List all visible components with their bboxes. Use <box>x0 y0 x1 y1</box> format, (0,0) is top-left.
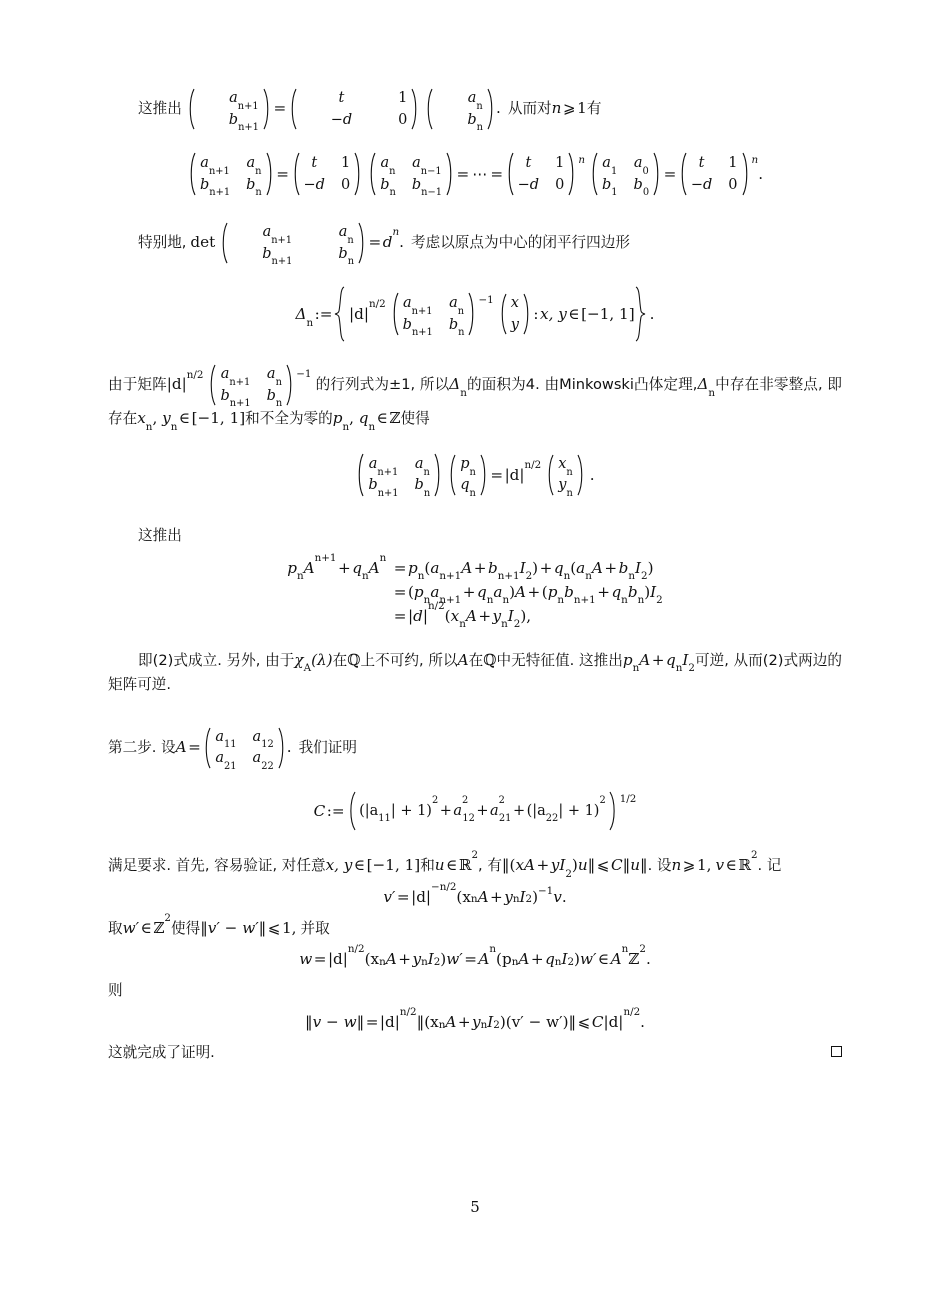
eqv-v: v <box>553 887 562 906</box>
p8-lead-text: 取 <box>108 919 123 937</box>
p3-p-n-sub: n <box>342 421 350 434</box>
p2-period: . <box>399 233 404 252</box>
p1-tail2-text: 有 <box>586 100 602 118</box>
p7-geq: ⩾ <box>682 855 696 874</box>
paragraph-determinant <box>108 222 842 268</box>
p7-interval: [−1, 1] <box>366 855 421 874</box>
p2-equals: = <box>368 233 382 252</box>
p2-tail-text: 考虑以原点为中心的闭平行四边形 <box>411 234 630 252</box>
matrix-A-entries: $a_{11}$ $a_{12}$ $a_{21}$ $a_{22}$ <box>202 727 286 769</box>
align-row3-rhs: $=|d|^{n/2}(x_nA+y_nI_2)$, <box>393 599 532 631</box>
left-paren <box>545 454 554 496</box>
matrix-det-argument: $a_{n+1}$ $a_n$ $b_{n+1}$ $b_n$ <box>219 222 367 264</box>
p3-delta-sub: n <box>460 387 467 400</box>
eqf-equals: = <box>365 1012 379 1031</box>
eqf-leq: ⩽ <box>577 1012 591 1031</box>
p3-integers-symbol: ℤ <box>389 409 401 428</box>
equation-final-bound: ‖v − w‖ = $|d|^{n/2}$ ‖(x $_n$ A + y $_n$ I $_2$ )(v′ − w′)‖ ⩽ C $|d|^{n/2}$ . <box>305 1006 645 1031</box>
eqC-a21-sub: 21 <box>498 813 512 825</box>
p5-lambda: (λ) <box>311 650 333 669</box>
eq2-equals-1: = <box>276 165 289 184</box>
eqC-a12-exp: 2 <box>462 795 469 807</box>
eqw-An2: A <box>610 950 622 969</box>
right-paren <box>480 454 489 496</box>
eqw-period: . <box>645 950 651 969</box>
p7-period-text: . 设 <box>647 856 672 874</box>
left-paren <box>447 454 456 496</box>
p5-rationals-symbol: ℚ <box>347 650 361 669</box>
eqC-term4: (|a <box>526 802 546 819</box>
right-paren <box>286 364 295 406</box>
p5-chi-sub: A <box>303 662 312 675</box>
eqw-w-prime-2: w′ <box>579 950 597 969</box>
left-paren <box>505 152 514 196</box>
p7-u: u <box>434 855 445 874</box>
eqv-I: I <box>519 887 526 906</box>
p10-lead-text: 这就完成了证明. <box>108 1043 215 1061</box>
eqw-w-prime: w′ <box>446 950 463 969</box>
paragraph-satisfies-requirement <box>108 849 842 880</box>
p3-abs-d-exponent: n/2 <box>186 368 204 381</box>
p3-q-n: q <box>358 409 369 428</box>
p3-abs-d: |d| <box>166 375 187 394</box>
eq2-exponent-n: n <box>578 154 585 167</box>
p3-delta2-sub: n <box>708 387 716 400</box>
left-paren <box>202 727 211 769</box>
eqf-A: A <box>445 1012 457 1031</box>
eqv-y: y <box>504 887 513 906</box>
left-paren <box>187 152 196 196</box>
left-paren <box>355 453 364 497</box>
eqv-v-prime: v′ <box>383 887 396 906</box>
matrix-A-n: $a_n$ $a_{n-1}$ $b_n$ $b_{n-1}$ <box>367 152 455 196</box>
eq2-equals-4: = <box>663 165 677 184</box>
eqv-A: A <box>477 887 489 906</box>
eqv-body-open: (x <box>456 887 471 906</box>
eqf-exponent: n/2 <box>399 1006 417 1019</box>
eqC-term1b: | + 1) <box>390 802 432 819</box>
abs-d-exponent: n/2 <box>368 298 386 311</box>
p7-in-3: ∈ <box>725 855 737 874</box>
p7-leq: ⩽ <box>596 855 610 874</box>
eqw-abs-d: |d| <box>327 950 348 969</box>
eqf-abs-d-2: |d| <box>603 1012 624 1031</box>
p7-n: n <box>671 855 682 874</box>
p3-q-n-sub: n <box>368 421 376 434</box>
p7-reals-symbol: ℝ <box>458 855 472 874</box>
p3-tail-text: 使得 <box>400 410 430 428</box>
eqf-y: y <box>472 1012 481 1031</box>
eq2-equals-3: = <box>490 165 504 184</box>
p6-tail-text: 我们证明 <box>298 738 357 756</box>
delta-subscript: n <box>306 317 314 330</box>
p2-lead-text: 特别地, <box>138 234 187 252</box>
p1-lead-text: 这推出 <box>138 100 182 118</box>
left-paren-big <box>346 791 356 831</box>
left-paren <box>186 88 195 130</box>
eqpq-period: . <box>589 465 595 484</box>
eqC-a21-exp: 2 <box>498 795 505 807</box>
eq2-period: . <box>758 165 764 184</box>
eqw-close-1: ) <box>440 950 447 969</box>
p3-in-2: ∈ <box>376 409 388 428</box>
equation-C-definition <box>108 791 842 831</box>
delta-interval: [−1, 1] <box>581 305 635 324</box>
p7-norm-expr: $‖(xA+yI_2)u‖$ <box>501 855 596 880</box>
page-number: 5 <box>470 1198 480 1216</box>
p3-in: ∈ <box>178 409 191 428</box>
eqf-abs-d: |d| <box>379 1012 400 1031</box>
p7-xy: x, y <box>325 855 353 874</box>
align-row1-lhs: $p_nA^{n+1}+q_nA^n$ <box>287 551 387 583</box>
eqw-I2: I <box>561 950 568 969</box>
equation-v-prime: v′ = $|d|^{-n/2}$ (x $_n$ A + y $_n$ I $_2$ ) $^{-1}$ v . <box>383 880 567 906</box>
align-row-3 <box>287 599 662 631</box>
eqC-term4-exp: 2 <box>599 795 606 807</box>
eqC-term1-sub: 11 <box>378 813 391 825</box>
p3-lead-text: 由于矩阵 <box>108 376 167 394</box>
eqC-plus-3: + <box>512 802 526 819</box>
right-paren <box>742 152 751 196</box>
p5-plus: + <box>651 650 665 669</box>
align-eq-3: = <box>393 606 407 625</box>
left-paren <box>390 292 399 336</box>
matrix-t-d: t 1 −d 0 <box>288 88 421 130</box>
eqw-grp2: (p <box>496 950 512 969</box>
eqpq-abs-d: |d| <box>504 465 525 484</box>
eqw-I: I <box>427 950 434 969</box>
right-paren <box>266 152 275 196</box>
equation-matrix-product-chain <box>108 152 842 200</box>
p3-mid2-text: 的面积为4. 由Minkowski凸体定理, <box>466 376 698 394</box>
equation-w-definition: w = $|d|^{n/2}$ (x $_n$ A + y $_n$ I $_2$ ) w′ = $A^n$ (p $_n$ A + q $_n$ I $_2$ ) w′ ∈ $A^nℤ^2$ . <box>299 943 651 969</box>
p1-geq: ⩾ <box>562 99 576 118</box>
eqpq-abs-d-exponent: n/2 <box>524 459 542 472</box>
matrix-A-1-0: $a_1$ $a_0$ $b_1$ $b_0$ <box>589 152 662 196</box>
left-paren <box>207 364 216 406</box>
right-paren <box>577 454 586 496</box>
eqf-plus: + <box>457 1012 471 1031</box>
p7-tail-text: . 记 <box>757 856 782 874</box>
p6-period: . <box>286 737 292 756</box>
p3-mid4-text: 和不全为零的 <box>245 410 333 428</box>
delta-symbol: Δ <box>295 305 307 324</box>
paragraph-this-implies <box>108 88 842 134</box>
left-paren <box>678 152 687 196</box>
align-row2-lhs <box>287 580 386 604</box>
eqf-I: I <box>487 1012 494 1031</box>
p5-rationals-symbol-2: ℚ <box>483 650 497 669</box>
p3-p-n: p <box>332 409 343 428</box>
matrix-inverse-exponent: −1 <box>478 294 494 307</box>
p5-I: I <box>682 650 689 669</box>
p5-q-n: q <box>665 650 676 669</box>
p7-one: 1, <box>696 855 712 874</box>
equation-matrix-pq <box>108 453 842 501</box>
right-paren <box>354 152 363 196</box>
p7-comma-text: , 有 <box>478 856 502 874</box>
p7-C-norm-u: C‖u‖ <box>610 855 648 874</box>
p7-in-2: ∈ <box>446 855 458 874</box>
p8-tail-text: 并取 <box>300 919 330 937</box>
matrix-t-d-power-n: t 1 −d 0 n <box>505 152 585 196</box>
vector-x-n-y-n: $x_n$ $y_n$ <box>545 454 586 496</box>
p8-in: ∈ <box>140 918 152 937</box>
eqw-integers-exponent: 2 <box>639 943 646 956</box>
eqv-plus: + <box>490 887 503 906</box>
p6-lead-text: 第二步. 设 <box>108 738 176 756</box>
eqw-equals-1: = <box>313 950 327 969</box>
p3-delta2: Δ <box>697 375 709 394</box>
eqv-equals: = <box>396 887 410 906</box>
vector-x-y: x y <box>498 293 532 335</box>
paragraph-then <box>108 978 842 1003</box>
p7-lead-text: 满足要求. 首先, 容易验证, 对任意 <box>108 856 326 874</box>
p5-tail-text: 可逆, 从而(2)式两边的矩阵可逆. <box>108 651 843 694</box>
eqv-period: . <box>561 887 567 906</box>
p2-rhs-exponent-n: n <box>392 226 400 239</box>
p3-interval: [−1, 1] <box>191 409 246 428</box>
p9-lead-text: 则 <box>108 982 123 1000</box>
p7-reals-exponent: 2 <box>471 849 479 862</box>
equation-delta-n-definition <box>108 286 842 342</box>
eqw-An2-exponent: n <box>621 943 629 956</box>
eqw-A2: A <box>518 950 530 969</box>
eqf-close: )(v′ − w′)‖ <box>499 1012 577 1031</box>
p5-q-n-sub: n <box>675 662 683 675</box>
p6-equals: = <box>188 737 201 756</box>
page-content <box>108 88 842 1062</box>
align-eq-2: = <box>393 582 407 601</box>
eqC-C-symbol: C <box>313 801 326 820</box>
eqf-exponent-2: n/2 <box>623 1006 641 1019</box>
p7-in: ∈ <box>353 855 366 874</box>
p8-integers-symbol: ℤ <box>153 918 165 937</box>
left-paren <box>291 152 300 196</box>
p5-p-n: p <box>622 650 633 669</box>
paragraph-step-two <box>108 727 842 773</box>
p3-mid3-text: 中存在非零整点, 即存在 <box>108 376 842 428</box>
eqC-assign: := <box>326 801 345 820</box>
p7-v: v <box>715 855 725 874</box>
right-paren <box>523 293 532 335</box>
align-row1-rhs: $=p_n(a_{n+1}A+b_{n+1}I_2)+q_n(a_nA+b_nI_2)$ <box>393 558 654 583</box>
right-paren <box>568 152 577 196</box>
left-brace <box>334 286 345 342</box>
eqC-plus-1: + <box>439 802 452 819</box>
right-paren <box>411 88 420 130</box>
delta-vars-x-y: x, y <box>540 305 567 324</box>
delta-abs-d-term <box>348 298 386 324</box>
matrix-p3-inverse: $a_{n+1}$ $a_n$ $b_{n+1}$ $b_n$ −1 <box>207 364 311 406</box>
left-paren <box>498 293 507 335</box>
p3-mid-text: 的行列式为±1, 所以 <box>315 376 450 394</box>
p5-mid-text: 在 <box>332 651 348 669</box>
left-paren <box>219 222 228 264</box>
paragraph-irreducible <box>108 648 842 697</box>
eq2-exponent-n-2: n <box>751 154 759 167</box>
eqC-outer-exponent: 1/2 <box>619 792 637 805</box>
eqf-C: C <box>591 1012 604 1031</box>
delta-period: . <box>649 305 655 324</box>
vector-p-q: $p_n$ $q_n$ <box>447 454 489 496</box>
equation-aligned-expansion <box>287 551 663 631</box>
p7-reals-symbol-2: ℝ <box>738 855 751 874</box>
align-row-1 <box>287 551 662 583</box>
right-paren <box>263 88 272 130</box>
eqC-a21: a <box>490 802 499 819</box>
eqC-term4-sub: 22 <box>545 813 559 825</box>
p5-chi: χ <box>294 650 304 669</box>
p1-equals: = <box>273 99 287 118</box>
p5-mid3-text: 在 <box>468 651 484 669</box>
eqw-grp1: (x <box>364 950 380 969</box>
align-row3-lhs <box>287 604 386 628</box>
eqw-An: A <box>478 950 490 969</box>
p1-period: . <box>496 99 501 118</box>
paragraph-choose-w-prime <box>108 911 842 941</box>
p2-rhs-base-d: d <box>382 233 393 252</box>
matrix-A-n-plus-1: $a_{n+1}$ $a_n$ $b_{n+1}$ $b_n$ <box>187 152 275 196</box>
p5-I-sub: 2 <box>688 662 695 675</box>
eqw-An-exponent: n <box>489 943 497 956</box>
p3-y-n: y <box>162 409 171 428</box>
p7-and-text: 和 <box>420 856 435 874</box>
eqf-lhs-norm: ‖v − w‖ <box>305 1012 365 1031</box>
p3-x-n-sub: n <box>145 421 153 434</box>
right-paren <box>358 222 367 264</box>
matrix-t-d-2: t 1 −d 0 <box>291 152 364 196</box>
right-paren <box>446 152 455 196</box>
eqC-term1: (|a <box>359 802 379 819</box>
eqw-equals-2: = <box>464 950 477 969</box>
right-paren <box>278 727 287 769</box>
eqC-term4b: | + 1) <box>558 802 600 819</box>
p1-var-n: n <box>551 99 562 118</box>
matrix-delta-inverse: $a_{n+1}$ $a_n$ $b_{n+1}$ $b_n$ −1 <box>390 292 494 336</box>
p5-A: A <box>457 650 469 669</box>
eqw-y: y <box>412 950 422 969</box>
eqpq-equals: = <box>490 465 504 484</box>
right-brace <box>635 286 646 342</box>
align-row-2 <box>287 580 663 607</box>
p8-one: 1, <box>281 918 297 937</box>
right-paren <box>468 292 477 336</box>
matrix-eqpq-main: $a_{n+1}$ $a_n$ $b_{n+1}$ $b_n$ <box>355 453 443 497</box>
p8-integers-exponent: 2 <box>164 911 171 924</box>
right-paren <box>434 453 443 497</box>
eqw-w: w <box>299 950 313 969</box>
p8-leq: ⩽ <box>267 918 281 937</box>
eqC-a12-sub: 12 <box>462 813 475 825</box>
eqf-period: . <box>640 1012 645 1031</box>
align-row2-rhs: $=(p_na_{n+1}+q_na_n)A+(p_nb_{n+1}+q_nb_n)I_2$ <box>393 582 663 607</box>
eqw-plus-2: + <box>530 950 544 969</box>
eqw-integers: ℤ <box>628 950 640 969</box>
matrix-a-n-vector: $a_n$ $b_n$ <box>424 88 496 130</box>
paragraph-minkowski <box>108 364 842 434</box>
eqC-plus-2: + <box>476 802 489 819</box>
p3-comma-2: , <box>349 409 359 428</box>
eqC-a12: a <box>453 802 463 819</box>
left-paren <box>424 88 433 130</box>
p5-mid2-text: 上不可约, 所以 <box>360 651 458 669</box>
p8-mid-text: 使得 <box>170 919 201 937</box>
eqw-q: q <box>545 950 555 969</box>
p5-mid4-text: 中无特征值. 这推出 <box>496 651 623 669</box>
left-paren <box>367 152 376 196</box>
p2-det-operator: det <box>190 233 216 252</box>
eqC-group <box>346 791 636 831</box>
eqw-exponent: n/2 <box>347 943 365 956</box>
p5-lead-text: 即(2)式成立. 另外, 由于 <box>138 651 295 669</box>
delta-colon: : <box>533 305 539 324</box>
p7-reals-exponent-2: 2 <box>750 849 758 862</box>
p8-w-prime: w′ <box>122 918 140 937</box>
delta-assign: := <box>314 305 333 324</box>
p5-A2: A <box>639 650 651 669</box>
p1-val-1: 1 <box>577 99 587 118</box>
p8-norm-expr: ‖v′ − w′‖ <box>200 918 267 937</box>
left-paren <box>589 152 598 196</box>
p3-comma: , <box>152 409 163 428</box>
p3-y-n-sub: n <box>170 421 178 434</box>
eqw-plus: + <box>398 950 411 969</box>
eq2-dots: ⋯ <box>472 165 488 184</box>
matrix-a-n-plus-1-vector: $a_{n+1}$ $b_{n+1}$ <box>186 88 272 130</box>
eqw-in: ∈ <box>597 950 610 969</box>
p6-A-symbol: A <box>175 737 187 756</box>
p3-matrix-inverse-exponent: −1 <box>296 368 312 381</box>
paragraph-this-implies-2 <box>108 523 842 548</box>
eqw-close-2: ) <box>574 950 580 969</box>
left-paren <box>288 88 297 130</box>
right-paren <box>487 88 496 130</box>
right-paren <box>653 152 662 196</box>
p4-lead-text: 这推出 <box>138 526 182 544</box>
qed-symbol <box>831 1046 842 1057</box>
eq2-equals-2: = <box>456 165 470 184</box>
p3-delta: Δ <box>449 375 461 394</box>
align-eq-1: = <box>393 558 407 577</box>
eqw-A: A <box>385 950 397 969</box>
eqv-abs-d: |d| <box>411 887 432 906</box>
eqf-mid-open: ‖(x <box>416 1012 439 1031</box>
matrix-t-d-power-n-2: t 1 −d 0 n <box>678 152 758 196</box>
paragraph-proof-complete <box>108 1041 842 1062</box>
p5-p-n-sub: n <box>632 662 640 675</box>
eqC-term1-exp: 2 <box>431 795 439 807</box>
delta-in-symbol: ∈ <box>568 305 580 324</box>
abs-d: |d| <box>348 305 369 324</box>
p3-x-n: x <box>137 409 146 428</box>
eqv-exponent: −n/2 <box>431 880 457 893</box>
right-paren-big <box>609 791 619 831</box>
p1-tail-text: 从而对 <box>507 100 552 118</box>
